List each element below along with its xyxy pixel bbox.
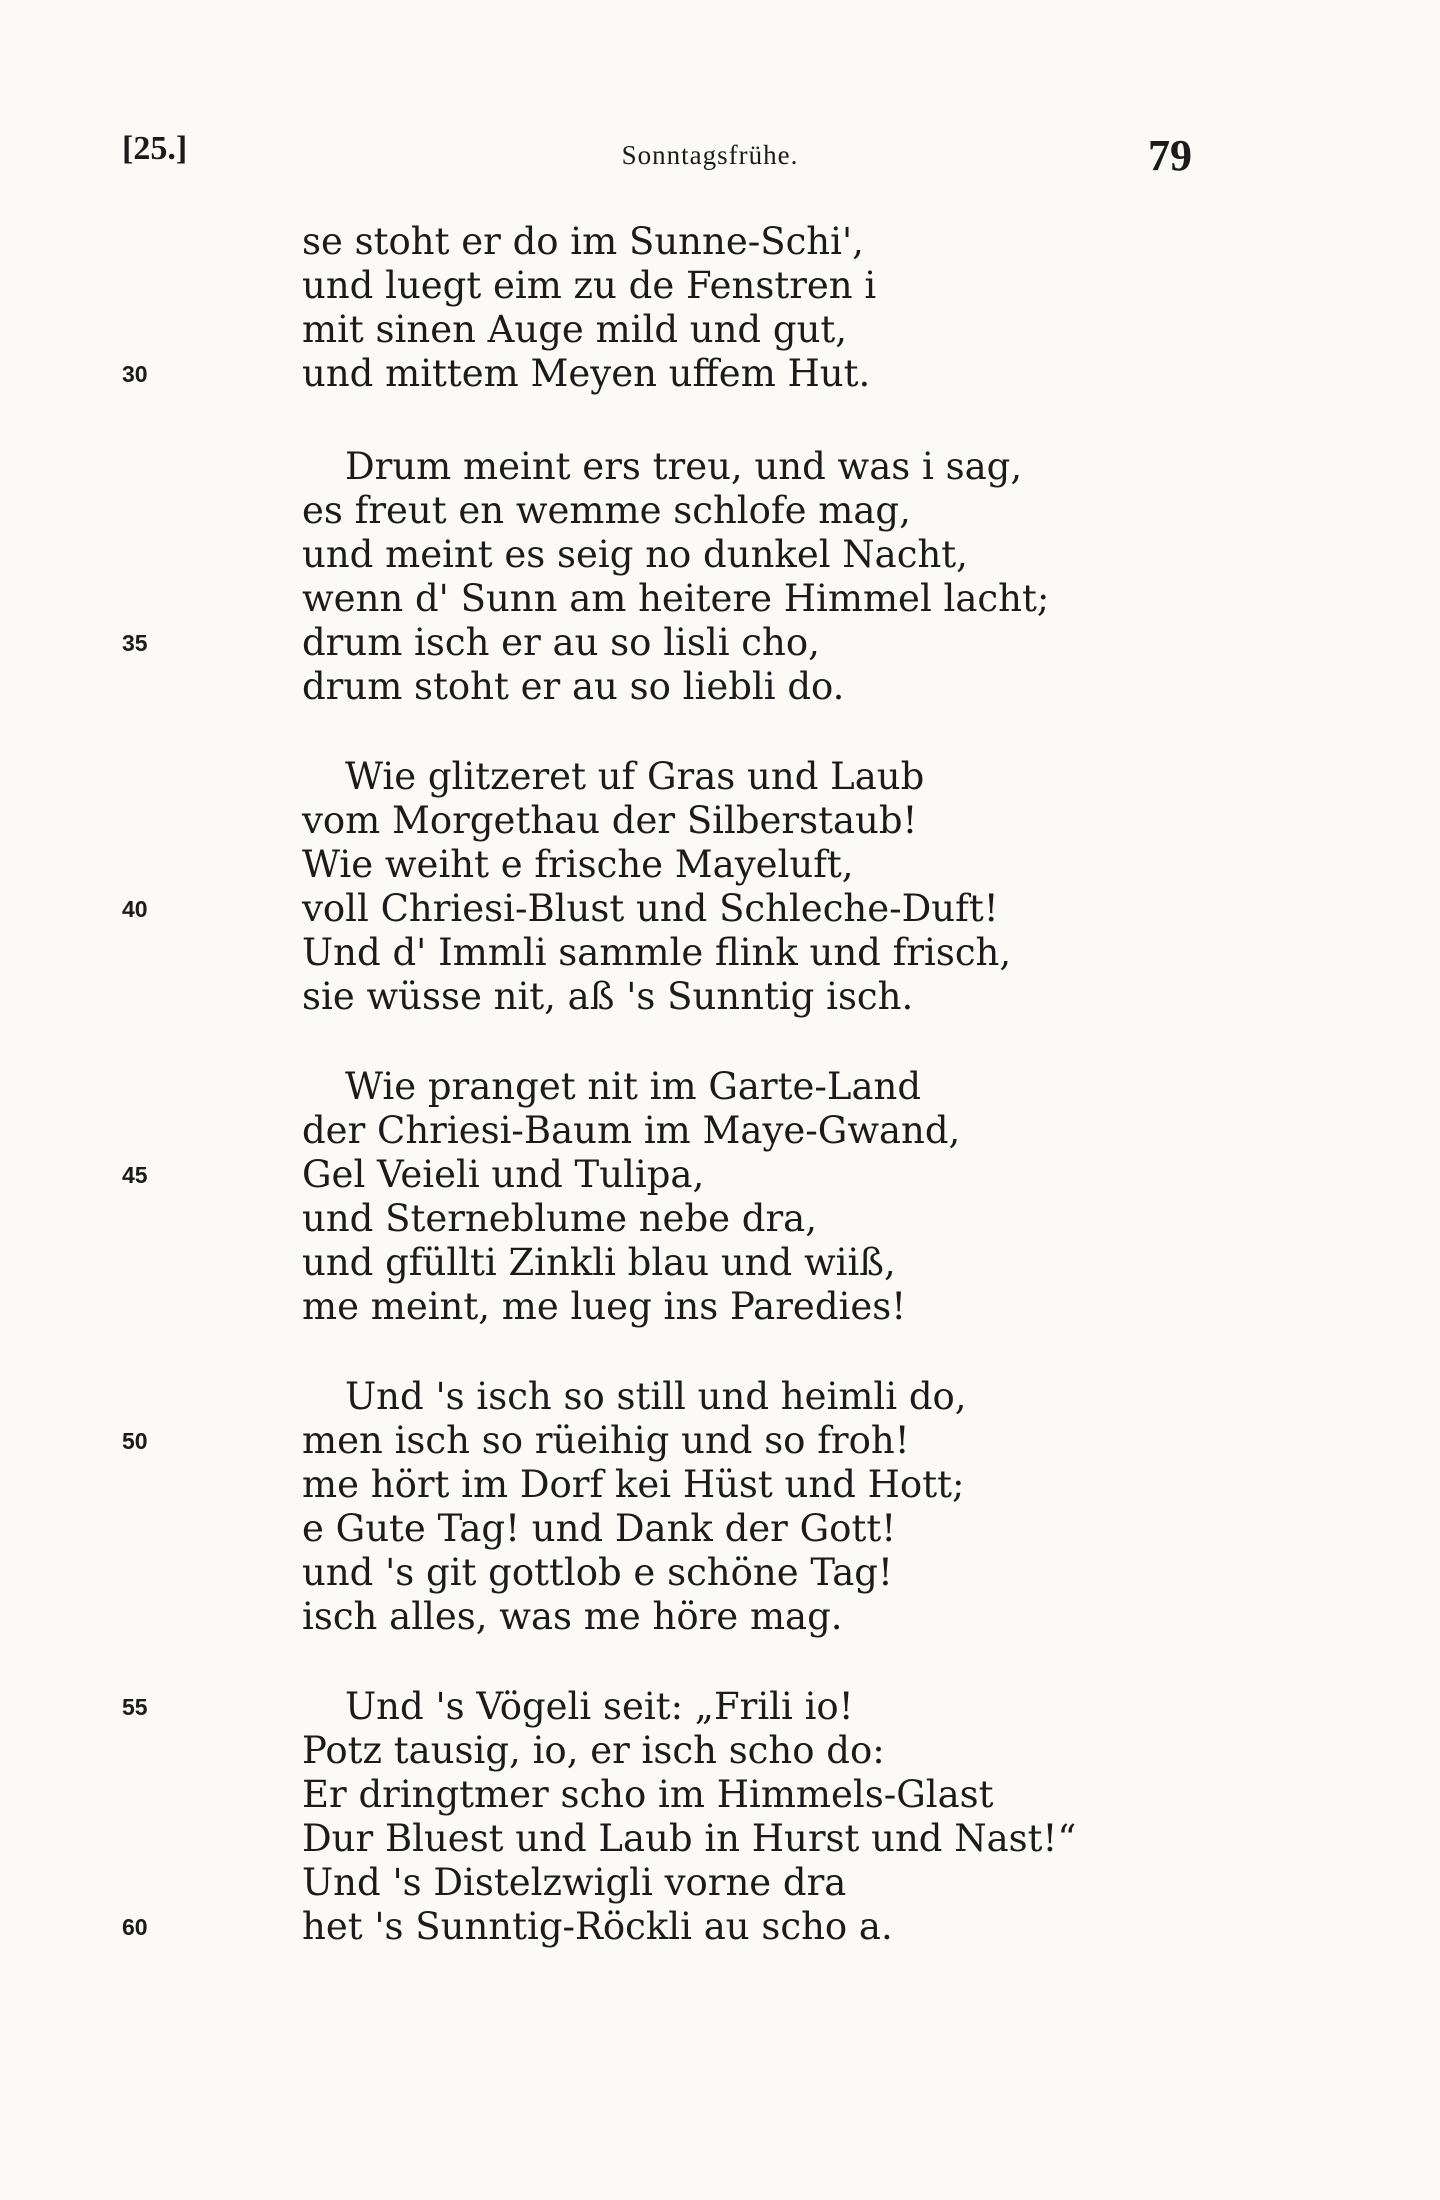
verse-line: und Sterneblume nebe dra, (302, 1197, 817, 1240)
verse-line: drum isch er au so lisli cho, (302, 621, 820, 664)
verse-line: men isch so rüeihig und so froh! (302, 1419, 910, 1462)
line-number: 35 (122, 630, 148, 656)
line-number: 40 (122, 896, 148, 922)
bracket-number: [25.] (122, 130, 188, 167)
verse-line: und luegt eim zu de Fenstren i (302, 264, 877, 307)
verse-line: isch alles, was me höre mag. (302, 1595, 843, 1638)
line-number: 45 (122, 1162, 148, 1188)
verse-line: Und 's Vögeli seit: „Frili io! (345, 1685, 854, 1728)
verse-line: und gfüllti Zinkli blau und wiiß, (302, 1241, 896, 1284)
line-number: 60 (122, 1914, 148, 1940)
verse-line: Gel Veieli und Tulipa, (302, 1153, 705, 1196)
verse-line: Er dringtmer scho im Himmels-Glast (302, 1773, 994, 1816)
verse-line: Dur Bluest und Laub in Hurst und Nast!“ (302, 1817, 1077, 1860)
verse-line: es freut en wemme schlofe mag, (302, 489, 911, 532)
verse-line: und mittem Meyen uffem Hut. (302, 352, 871, 395)
verse-line: wenn d' Sunn am heitere Himmel lacht; (302, 577, 1050, 620)
verse-line: Und d' Immli sammle flink und frisch, (302, 931, 1012, 974)
verse-line: het 's Sunntig-Röckli au scho a. (302, 1905, 893, 1948)
page-number: 79 (1148, 131, 1192, 180)
running-title: Sonntagsfrühe. (621, 140, 799, 170)
verse-line: Und 's isch so still und heimli do, (345, 1375, 967, 1418)
verse-line: me meint, me lueg ins Paredies! (302, 1285, 907, 1328)
verse-line: Wie weiht e frische Mayeluft, (302, 843, 854, 886)
verse-line: drum stoht er au so liebli do. (302, 665, 845, 708)
verse-line: Wie pranget nit im Garte-Land (345, 1065, 922, 1108)
verse-line: der Chriesi-Baum im Maye-Gwand, (302, 1109, 961, 1152)
verse-line: Drum meint ers treu, und was i sag, (345, 445, 1023, 488)
verse-line: und meint es seig no dunkel Nacht, (302, 533, 968, 576)
verse-line: me hört im Dorf kei Hüst und Hott; (302, 1463, 965, 1506)
line-number: 30 (122, 361, 148, 387)
verse-line: mit sinen Auge mild und gut, (302, 308, 848, 351)
line-number: 50 (122, 1428, 148, 1454)
verse-line: vom Morgethau der Silberstaub! (302, 799, 918, 842)
verse-line: sie wüsse nit, aß 's Sunntig isch. (302, 975, 914, 1018)
line-number: 55 (122, 1694, 148, 1720)
verse-line: se stoht er do im Sunne-Schi', (302, 220, 864, 263)
verse-line: voll Chriesi-Blust und Schleche-Duft! (302, 887, 999, 930)
verse-line: e Gute Tag! und Dank der Gott! (302, 1507, 897, 1550)
verse-line: Und 's Distelzwigli vorne dra (302, 1861, 847, 1904)
verse-line: Potz tausig, io, er isch scho do: (302, 1729, 885, 1772)
verse-line: Wie glitzeret uf Gras und Laub (345, 755, 925, 798)
verse-line: und 's git gottlob e schöne Tag! (302, 1551, 893, 1594)
